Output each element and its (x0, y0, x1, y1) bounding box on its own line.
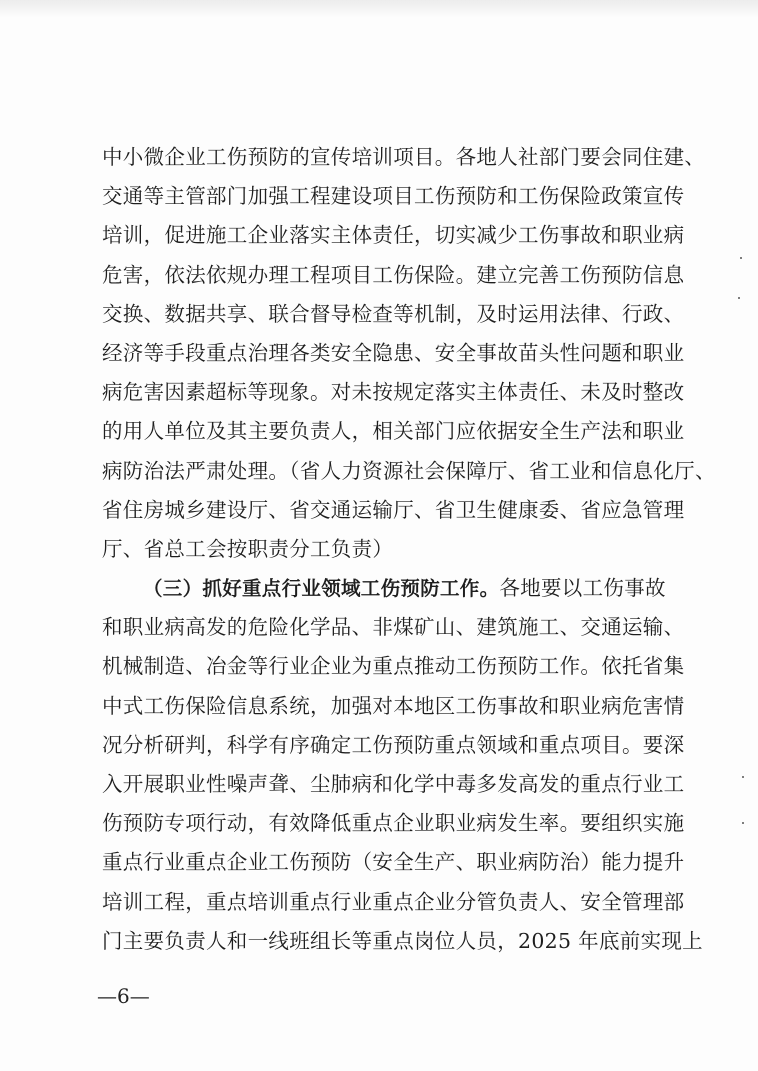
paragraph-line: 伤预防专项行动，有效降低重点企业职业病发生率。要组织实施 (102, 811, 685, 836)
paragraph-line: 门主要负责人和一线班组长等重点岗位人员，2025 年底前实现上 (102, 928, 703, 953)
scan-speck (742, 822, 744, 824)
paragraph-line: 省住房城乡建设厅、省交通运输厅、省卫生健康委、省应急管理 (102, 497, 685, 522)
paragraph-line: 病危害因素超标等现象。对未按规定落实主体责任、未及时整改 (102, 380, 685, 405)
paragraph-line: 经济等手段重点治理各类安全隐患、安全事故苗头性问题和职业 (102, 340, 685, 365)
section-heading-line (102, 569, 677, 608)
paragraph-line: 病防治法严肃处理。（省人力资源社会保障厅、省工业和信息化厅、 (102, 458, 716, 483)
scan-speck (742, 776, 744, 778)
section-heading-rest: 各地要以工伤事故 (499, 576, 666, 601)
paragraph-line: 和职业病高发的危险化学品、非煤矿山、建筑施工、交通运输、 (102, 615, 685, 640)
paragraph-line: 机械制造、冶金等行业企业为重点推动工伤预防工作。依托省集 (102, 654, 685, 679)
paragraph-line: 的用人单位及其主要负责人，相关部门应依据安全生产法和职业 (102, 419, 685, 444)
scan-speck (740, 257, 742, 259)
paragraph-line: 交通等主管部门加强工程建设项目工伤预防和工伤保险政策宣传 (102, 184, 685, 209)
paragraph-line: 中式工伤保险信息系统，加强对本地区工伤事故和职业病危害情 (102, 693, 685, 718)
page-number: —6— (97, 984, 150, 1008)
paragraph-line: 厅、省总工会按职责分工负责） (102, 536, 394, 561)
paragraph-line: 培训，促进施工企业落实主体责任，切实减少工伤事故和职业病 (102, 223, 685, 248)
paragraph-line: 危害，依法依规办理工程项目工伤保险。建立完善工伤预防信息 (102, 262, 685, 287)
paragraph-line: 入开展职业性噪声聋、尘肺病和化学中毒多发高发的重点行业工 (102, 772, 685, 796)
paragraph-line: 培训工程，重点培训重点行业重点企业分管负责人、安全管理部 (102, 889, 685, 914)
scan-top-shadow (0, 0, 758, 18)
scan-speck (738, 297, 740, 299)
paragraph-line: 重点行业重点企业工伤预防（安全生产、职业病防治）能力提升 (102, 850, 685, 875)
paragraph-line: 交换、数据共享、联合督导检查等机制，及时运用法律、行政、 (102, 301, 685, 326)
paragraph-line: 中小微企业工伤预防的宣传培训项目。各地人社部门要会同住建、 (102, 145, 706, 169)
body-text (102, 138, 716, 961)
section-heading: （三）抓好重点行业领域工伤预防工作。 (143, 577, 500, 601)
paragraph-line: 况分析研判，科学有序确定工伤预防重点领域和重点项目。要深 (102, 732, 685, 757)
